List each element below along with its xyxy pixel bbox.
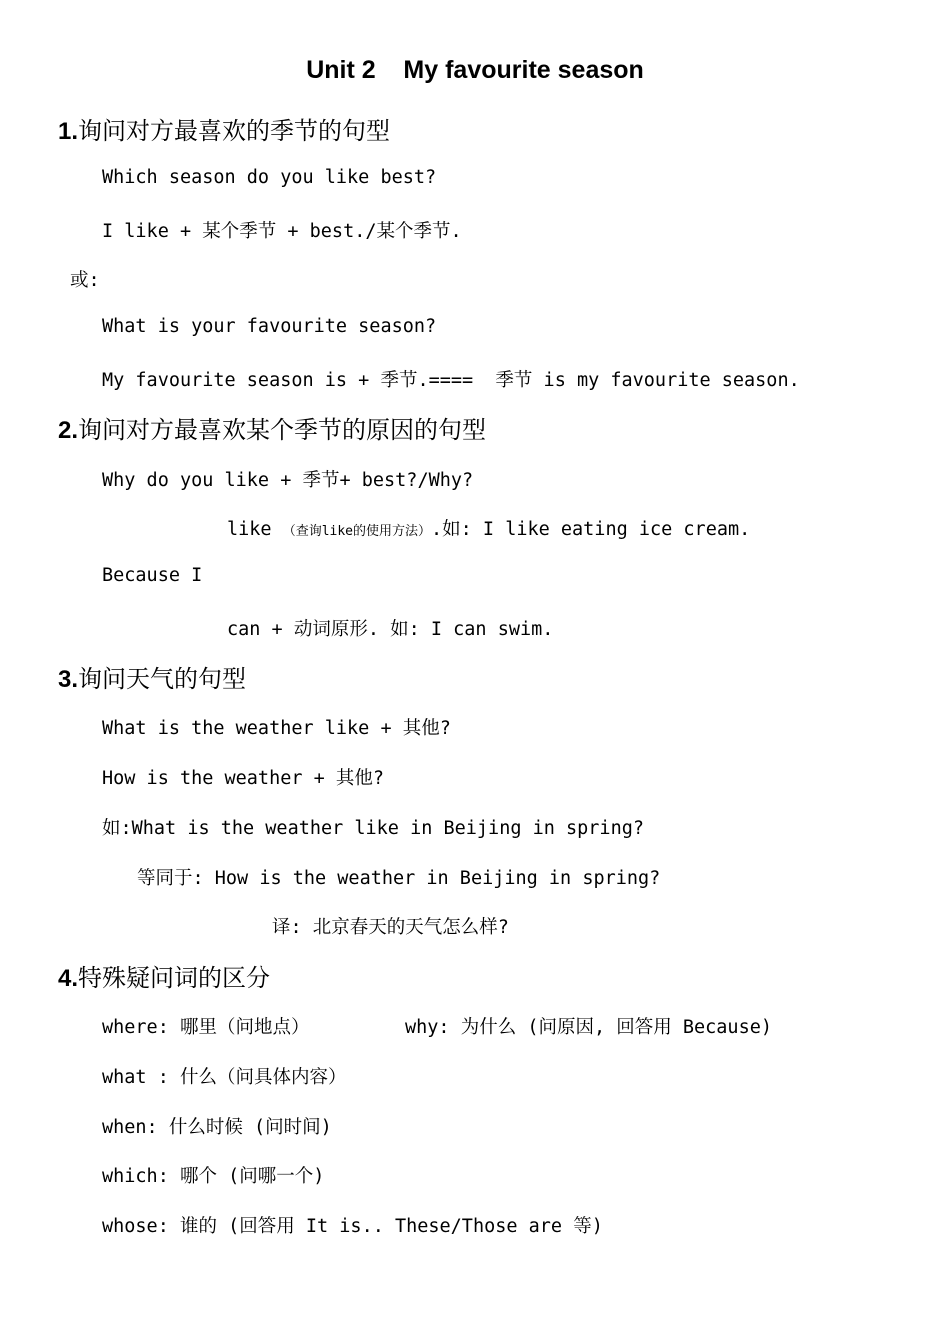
- section-4-number: 4.: [58, 965, 79, 992]
- which-line: which: 哪个 (问哪一个): [102, 1166, 325, 1187]
- section-2-number: 2.: [58, 417, 79, 444]
- section-4-heading-text: 特殊疑问词的区分: [78, 964, 271, 992]
- like-word: like: [227, 519, 283, 540]
- section-3-heading-text: 询问天气的句型: [78, 665, 247, 693]
- when-line: when: 什么时候 (问时间): [102, 1117, 332, 1138]
- section-3-line-2: How is the weather + 其他?: [102, 768, 385, 789]
- section-4-heading: [58, 958, 270, 993]
- section-1-line-2: I like + 某个季节 + best./某个季节.: [102, 221, 462, 242]
- section-1-line-3: What is your favourite season?: [102, 316, 437, 337]
- section-3-line-3: 如:What is the weather like in Beijing in spring?: [102, 818, 644, 839]
- page-title: Unit 2 My favourite season: [306, 56, 644, 84]
- section-1-line-1: Which season do you like best?: [102, 167, 437, 188]
- section-2-because: Because I: [102, 565, 203, 586]
- section-1-or: 或:: [70, 270, 100, 291]
- section-1-line-4: My favourite season is + 季节.==== 季节 is my favourite season.: [102, 370, 800, 391]
- section-3-number: 3.: [58, 666, 79, 693]
- like-example: .如: I like eating ice cream.: [431, 519, 751, 540]
- section-1-number: 1.: [58, 118, 79, 145]
- section-3-heading: [58, 659, 246, 694]
- section-3-line-1: What is the weather like + 其他?: [102, 718, 451, 739]
- section-2-like-line: [227, 515, 750, 541]
- section-3-line-5: 译: 北京春天的天气怎么样?: [272, 917, 509, 938]
- like-usage-note: （查询like的使用方法）: [282, 524, 432, 539]
- section-2-heading: [58, 410, 486, 445]
- section-1-heading-text: 询问对方最喜欢的季节的句型: [78, 117, 391, 145]
- why-line: why: 为什么 (问原因, 回答用 Because): [405, 1017, 772, 1038]
- section-2-heading-text: 询问对方最喜欢某个季节的原因的句型: [78, 416, 487, 444]
- whose-line: whose: 谁的 (回答用 It is.. These/Those are 等): [102, 1216, 603, 1237]
- section-3-line-4: 等同于: How is the weather in Beijing in spring?: [137, 868, 661, 889]
- section-1-heading: [58, 111, 390, 146]
- section-2-line-1: Why do you like + 季节+ best?/Why?: [102, 470, 474, 491]
- section-2-can-line: can + 动词原形. 如: I can swim.: [227, 619, 554, 640]
- where-line: where: 哪里（问地点）: [102, 1017, 310, 1038]
- what-line: what : 什么（问具体内容）: [102, 1067, 347, 1088]
